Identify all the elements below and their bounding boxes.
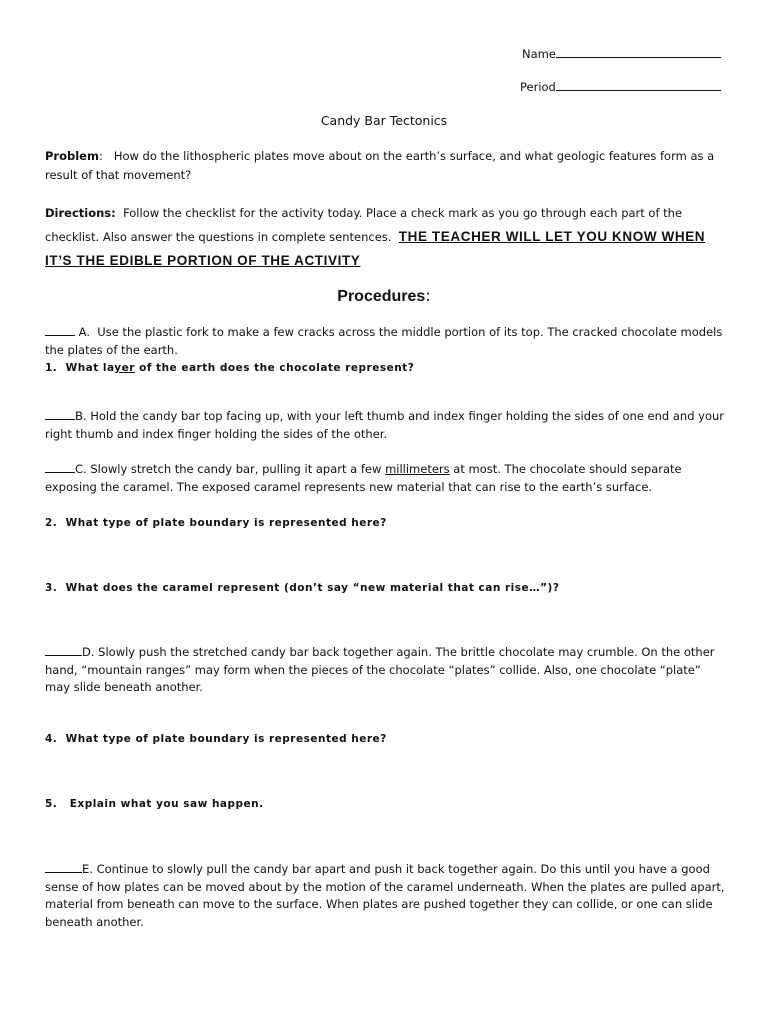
- step-d-letter: D.: [82, 645, 95, 659]
- procedures-heading: [0, 286, 768, 306]
- directions-label: Directions:: [45, 206, 116, 220]
- question-3-text: What does the caramel represent (don’t say “new material that can rise…”)?: [65, 582, 560, 594]
- question-3-number: 3.: [45, 582, 58, 594]
- period-line: [520, 79, 721, 94]
- question-1: [45, 360, 725, 376]
- question-5-number: 5.: [45, 798, 58, 810]
- step-b: [45, 408, 725, 443]
- step-d: [45, 644, 725, 697]
- question-5-text: Explain what you saw happen.: [69, 798, 264, 810]
- step-c-text-start: Slowly stretch the candy bar, pulling it apart a few: [90, 462, 382, 476]
- directions-text: Follow the checklist for the activity today. Place a check mark as you go through each part of the checklist. Also answer the questions in complete sentences.: [45, 206, 683, 244]
- question-2-number: 2.: [45, 517, 58, 529]
- directions-section: [45, 202, 725, 273]
- problem-section: [45, 147, 725, 184]
- step-a-letter: A.: [78, 325, 90, 339]
- step-b-text: Hold the candy bar top facing up, with your left thumb and index finger holding the sides of one end and your right thumb and index finger holding the sides of the other.: [45, 409, 725, 441]
- procedures-label: Procedures: [337, 288, 426, 305]
- step-d-text: Slowly push the stretched candy bar back together again. The brittle chocolate may crumble. On the other hand, “mountain ranges” may form when the pieces of the chocolate “plates” collide. Also, one chocolate “plate” may slide beneath another.: [45, 645, 715, 694]
- question-4-text: What type of plate boundary is represented here?: [65, 733, 387, 745]
- question-4-number: 4.: [45, 733, 58, 745]
- procedures-colon: :: [425, 286, 431, 305]
- step-c-underlined: millimeters: [385, 462, 450, 476]
- step-b-check-blank[interactable]: [45, 408, 75, 420]
- step-a: [45, 324, 725, 359]
- step-c: [45, 461, 725, 496]
- question-4: [45, 731, 725, 747]
- step-c-check-blank[interactable]: [45, 461, 75, 473]
- problem-text: How do the lithospheric plates move about on the earth’s surface, and what geologic features form as a result of that movement?: [45, 149, 715, 182]
- step-c-text-end: at most. The chocolate should separate exposing the caramel. The exposed caramel represents new material that can rise to the earth’s surface.: [45, 462, 682, 494]
- question-2: [45, 515, 725, 531]
- question-1-text-start: What la: [65, 362, 115, 374]
- step-a-check-blank[interactable]: [45, 324, 75, 336]
- directions-emphasis: THE TEACHER WILL LET YOU KNOW WHEN IT’S THE EDIBLE PORTION OF THE ACTIVITY: [45, 229, 706, 268]
- question-1-number: 1.: [45, 362, 58, 374]
- step-b-letter: B.: [75, 409, 87, 423]
- problem-colon: :: [98, 149, 103, 163]
- step-e-letter: E.: [82, 862, 93, 876]
- name-blank[interactable]: [556, 46, 721, 58]
- question-1-text-end: of the earth does the chocolate represent?: [134, 362, 415, 374]
- problem-label: Problem: [45, 149, 99, 163]
- step-d-check-blank[interactable]: [45, 644, 82, 656]
- step-e-text: Continue to slowly pull the candy bar apart and push it back together again. Do this until you have a good sense of how plates can be moved about by the motion of the caramel underneath. When the plates are pulled apart, material from beneath can move to the surface. When plates are pushed together they can collide, or one can slide beneath another.: [45, 862, 725, 929]
- step-e-check-blank[interactable]: [45, 861, 82, 873]
- period-label: Period: [520, 80, 556, 94]
- question-3: [45, 580, 725, 596]
- step-e: [45, 861, 725, 931]
- question-1-underlined: yer: [114, 362, 135, 374]
- period-blank[interactable]: [556, 79, 721, 91]
- question-2-text: What type of plate boundary is represented here?: [65, 517, 387, 529]
- step-a-text: Use the plastic fork to make a few cracks across the middle portion of its top. The cracked chocolate models the plates of the earth.: [45, 325, 723, 357]
- name-label: Name: [522, 47, 556, 61]
- name-line: [522, 46, 721, 61]
- page-title: Candy Bar Tectonics: [320, 113, 448, 128]
- step-c-letter: C.: [75, 462, 87, 476]
- question-5: [45, 796, 725, 812]
